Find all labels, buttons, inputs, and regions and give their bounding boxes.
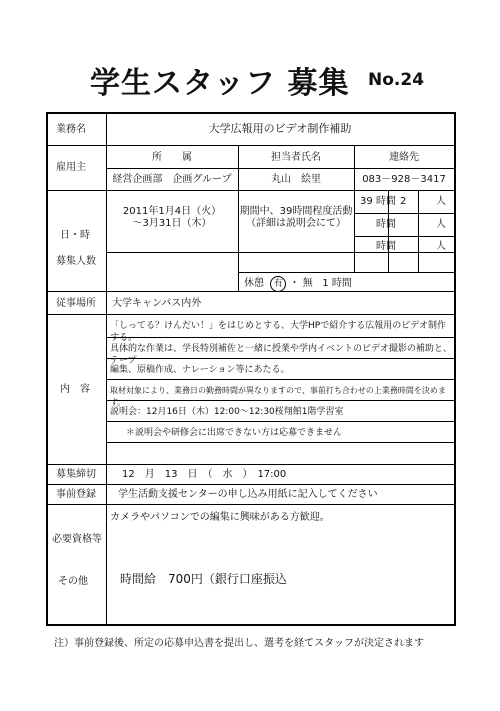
row-divider: [354, 236, 454, 237]
qualification-label: 必要資格等: [52, 534, 102, 545]
hours-summary: 期間中、39時間程度活動: [239, 206, 353, 217]
col-divider: [354, 190, 355, 272]
employer-person: 丸山 絵里: [271, 174, 321, 185]
row-divider: [106, 442, 454, 443]
qualification-value: カメラやパソコンでの編集に興味がある方歓迎。: [110, 512, 330, 523]
recruit-label: 募集人数: [56, 256, 96, 267]
deadline-label: 募集締切: [56, 469, 96, 480]
row-divider: [48, 464, 454, 465]
deadline-value: 12 月 13 日 （ 水 ） 17:00: [122, 469, 287, 480]
employer-dept-header: 所 属: [152, 152, 192, 163]
place-value: 大学キャンパス内外: [112, 298, 202, 309]
other-value: 時間給 700円（銀行口座振込: [120, 572, 287, 586]
slot1-count: 2: [400, 196, 407, 207]
col-divider: [106, 114, 107, 624]
employer-contact-header: 連絡先: [389, 152, 419, 163]
datetime-label: 日・時: [60, 230, 90, 241]
business-label: 業務名: [56, 124, 86, 135]
content-label: 内 容: [60, 384, 90, 395]
row-divider: [48, 314, 454, 315]
row-divider: [48, 484, 454, 485]
other-label: その他: [58, 576, 88, 587]
business-value: 大学広報用のビデオ制作補助: [208, 122, 352, 135]
date-range-end: ～3月31日（木）: [132, 218, 212, 229]
slot2-unit: 時間: [376, 219, 396, 230]
break-unit: 時間: [331, 278, 352, 289]
employer-label: 雇用主: [56, 162, 86, 173]
content-line-4: 取材対象により、業務日の勤務時間が異なりますので、事前打ち合わせの上業務時間を決めます。: [110, 386, 446, 407]
break-yes-circled: 有: [270, 276, 286, 292]
row-divider: [106, 252, 454, 253]
break-row: [244, 276, 454, 292]
row-divider: [48, 504, 454, 505]
row-divider: [48, 145, 454, 146]
page-title: 学生スタッフ 募集: [90, 66, 350, 101]
col-divider: [418, 190, 419, 272]
slot3-unit: 時間: [376, 241, 396, 252]
break-no: 無: [302, 278, 313, 289]
slot2-person: 人: [436, 219, 446, 230]
slot1-unit: 時間: [376, 196, 396, 207]
row-divider: [106, 421, 454, 422]
employer-phone: 083－928－3417: [362, 174, 446, 185]
row-divider: [238, 272, 454, 273]
content-line-2: 具体的な作業は、学長特別補佐と一緒に授業や学内イベントのビデオ撮影の補助と、テープ: [110, 344, 452, 366]
recruit-number: No.24: [368, 70, 425, 90]
slot3-person: 人: [436, 241, 446, 252]
content-line-6: ＊説明会や研修会に出席できない方は応募できません: [126, 428, 343, 438]
row-divider: [106, 168, 454, 169]
date-range-start: 2011年1月4日（火）: [122, 206, 222, 217]
place-label: 従事場所: [56, 298, 96, 309]
break-amount: 1: [322, 278, 329, 289]
slot1-person: 人: [436, 196, 446, 207]
content-line-3: 編集、原稿作成、ナレーション等にあたる。: [110, 365, 290, 375]
footer-note: 注）事前登録後、所定の応募申込書を提出し、選考を経てスタッフが決定されます: [54, 638, 424, 649]
row-divider: [48, 190, 454, 191]
employer-dept: 経営企画部 企画グループ: [112, 174, 232, 185]
recruitment-form: [46, 112, 456, 626]
hours-note: （詳細は説明会にて）: [246, 218, 346, 229]
row-divider: [354, 213, 454, 214]
signup-value: 学生活動支援センターの申し込み用紙に記入してください: [118, 489, 378, 500]
employer-person-header: 担当者氏名: [271, 152, 321, 163]
content-line-1: 「しってる？けんだい！」をはじめとする、大学HPで紹介する広報用のビデオ制作する。: [110, 321, 447, 343]
break-label: 休憩: [244, 278, 264, 289]
break-separator: ・: [289, 278, 300, 289]
slot1-hours: 39: [360, 196, 373, 207]
content-line-5: 説明会：12月16日（木）12:00～12:30桜翔館1階学習室: [110, 407, 344, 417]
row-divider: [106, 379, 454, 380]
signup-label: 事前登録: [56, 489, 96, 500]
